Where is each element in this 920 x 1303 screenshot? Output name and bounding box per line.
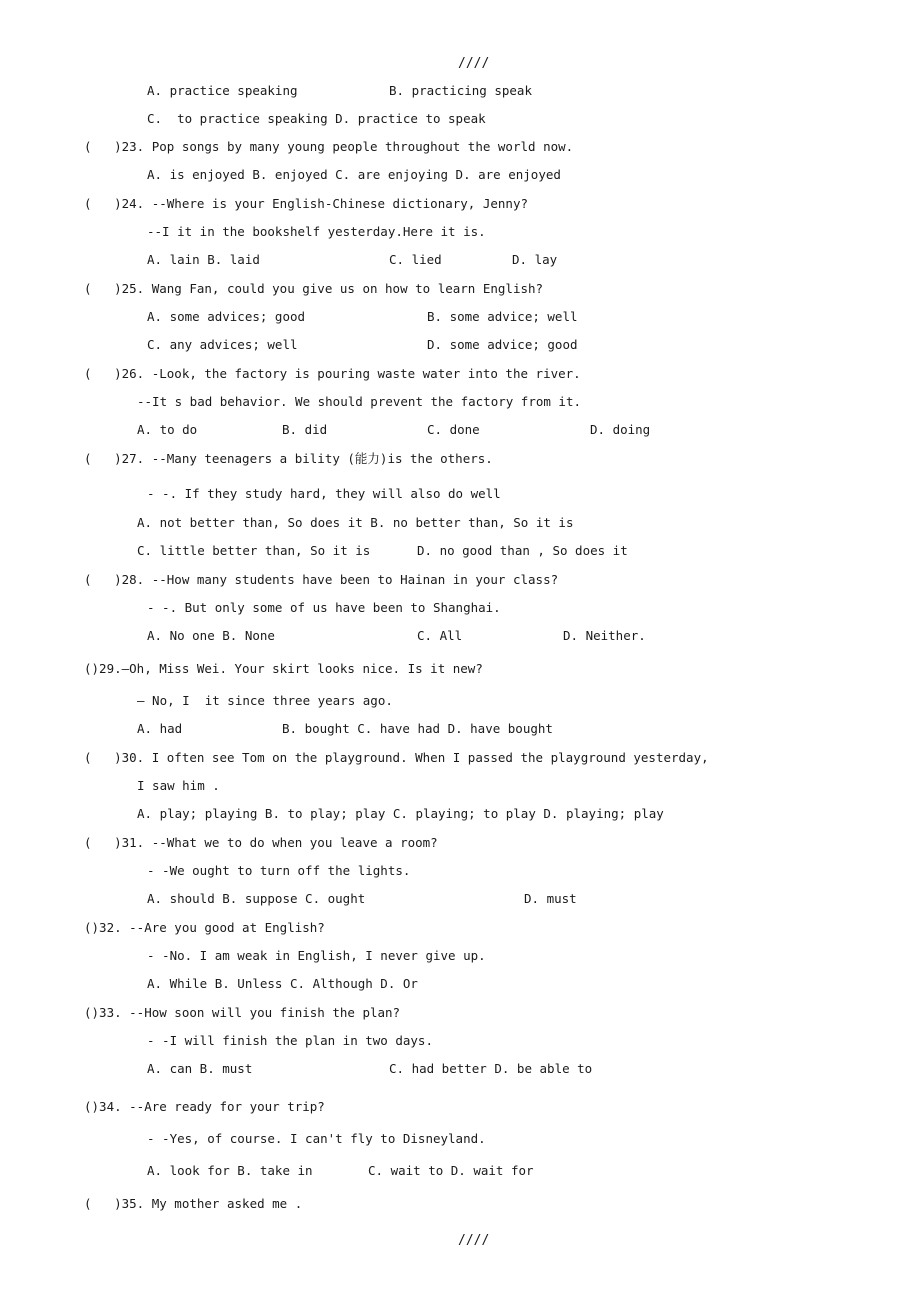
text-line: B. some advice; well bbox=[427, 309, 578, 324]
text-line: - -Yes, of course. I can't fly to Disneyland. bbox=[147, 1131, 486, 1146]
text-line: ( )26. -Look, the factory is pouring waste water into the river. bbox=[84, 366, 581, 381]
text-line: - -No. I am weak in English, I never give up. bbox=[147, 948, 486, 963]
text-line: C. lied bbox=[389, 252, 442, 267]
text-line: A. is enjoyed B. enjoyed C. are enjoying D. are enjoyed bbox=[147, 167, 561, 182]
text-line: ()33. --How soon will you finish the plan? bbox=[84, 1005, 401, 1020]
header-mark: //// bbox=[458, 56, 490, 71]
text-line: A. can B. must bbox=[147, 1061, 253, 1076]
text-line: C. had better D. be able to bbox=[389, 1061, 593, 1076]
text-line: ( )35. My mother asked me . bbox=[84, 1196, 303, 1211]
text-line: C. All bbox=[417, 628, 463, 643]
text-line: A. play; playing B. to play; play C. playing; to play D. playing; play bbox=[137, 806, 664, 821]
text-line: ( )31. --What we to do when you leave a room? bbox=[84, 835, 438, 850]
text-line: D. some advice; good bbox=[427, 337, 578, 352]
text-line: B. bought C. have had D. have bought bbox=[282, 721, 553, 736]
text-line: C. wait to D. wait for bbox=[368, 1163, 534, 1178]
text-line: — No, I it since three years ago. bbox=[137, 693, 393, 708]
text-line: ( )23. Pop songs by many young people throughout the world now. bbox=[84, 139, 574, 154]
text-line: A. some advices; good bbox=[147, 309, 306, 324]
text-line: ()32. --Are you good at English? bbox=[84, 920, 325, 935]
text-line: D. must bbox=[524, 891, 577, 906]
text-line: - -I will finish the plan in two days. bbox=[147, 1033, 433, 1048]
text-line: ( )28. --How many students have been to Hainan in your class? bbox=[84, 572, 559, 587]
text-line: - -. But only some of us have been to Shanghai. bbox=[147, 600, 501, 615]
text-line: A. not better than, So does it B. no better than, So it is bbox=[137, 515, 574, 530]
text-line: D. lay bbox=[512, 252, 558, 267]
text-line: ( )24. --Where is your English-Chinese dictionary, Jenny? bbox=[84, 196, 529, 211]
text-line: B. practicing speak bbox=[389, 83, 532, 98]
text-line: C. to practice speaking D. practice to speak bbox=[147, 111, 486, 126]
text-line: ( )27. --Many teenagers a bility (能力)is the others. bbox=[84, 451, 493, 466]
text-line: A. had bbox=[137, 721, 183, 736]
text-line: A. While B. Unless C. Although D. Or bbox=[147, 976, 418, 991]
text-line: --It s bad behavior. We should prevent the factory from it. bbox=[137, 394, 582, 409]
text-line: C. done bbox=[427, 422, 480, 437]
text-line: ( )25. Wang Fan, could you give us on how to learn English? bbox=[84, 281, 544, 296]
text-line: A. lain B. laid bbox=[147, 252, 260, 267]
text-line: ()29.—Oh, Miss Wei. Your skirt looks nice. Is it new? bbox=[84, 661, 483, 676]
text-line: --I it in the bookshelf yesterday.Here it is. bbox=[147, 224, 486, 239]
text-line: I saw him . bbox=[137, 778, 220, 793]
text-line: - -. If they study hard, they will also do well bbox=[147, 486, 501, 501]
text-line: A. No one B. None bbox=[147, 628, 275, 643]
text-line: A. to do bbox=[137, 422, 198, 437]
text-line: B. did bbox=[282, 422, 328, 437]
text-line: C. little better than, So it is bbox=[137, 543, 371, 558]
text-line: ()34. --Are ready for your trip? bbox=[84, 1099, 325, 1114]
text-line: ( )30. I often see Tom on the playground. When I passed the playground yesterday, bbox=[84, 750, 709, 765]
text-line: D. doing bbox=[590, 422, 651, 437]
text-line: C. any advices; well bbox=[147, 337, 298, 352]
text-line: - -We ought to turn off the lights. bbox=[147, 863, 411, 878]
text-line: D. Neither. bbox=[563, 628, 646, 643]
footer-mark: //// bbox=[458, 1233, 490, 1248]
text-line: A. should B. suppose C. ought bbox=[147, 891, 366, 906]
text-line: A. practice speaking bbox=[147, 83, 298, 98]
text-line: A. look for B. take in bbox=[147, 1163, 313, 1178]
text-line: D. no good than , So does it bbox=[417, 543, 628, 558]
